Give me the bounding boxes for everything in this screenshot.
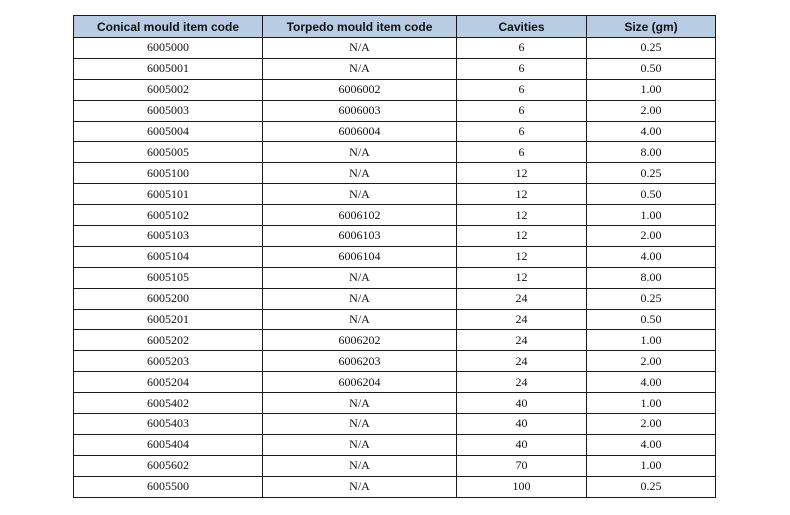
cavities-cell: 6	[457, 58, 587, 79]
size-cell: 2.00	[587, 100, 716, 121]
table-row	[74, 455, 716, 476]
conical-code-cell: 6005403	[74, 414, 263, 435]
size-cell: 4.00	[587, 434, 716, 455]
torpedo-code-cell: N/A	[263, 38, 457, 59]
conical-code-cell: 6005105	[74, 267, 263, 288]
header-cavities: Cavities	[457, 16, 587, 38]
conical-code-cell: 6005102	[74, 205, 263, 226]
torpedo-code-cell: N/A	[263, 309, 457, 330]
cavities-cell: 40	[457, 434, 587, 455]
torpedo-code-cell: N/A	[263, 163, 457, 184]
size-cell: 0.50	[587, 309, 716, 330]
conical-code-cell: 6005101	[74, 184, 263, 205]
table-row	[74, 58, 716, 79]
conical-code-cell: 6005404	[74, 434, 263, 455]
torpedo-code-cell: N/A	[263, 267, 457, 288]
cavities-cell: 6	[457, 100, 587, 121]
size-cell: 1.00	[587, 79, 716, 100]
cavities-cell: 12	[457, 163, 587, 184]
size-cell: 8.00	[587, 142, 716, 163]
conical-code-cell: 6005602	[74, 455, 263, 476]
torpedo-code-cell: 6006202	[263, 330, 457, 351]
conical-code-cell: 6005103	[74, 226, 263, 247]
cavities-cell: 70	[457, 455, 587, 476]
cavities-cell: 12	[457, 205, 587, 226]
torpedo-code-cell: 6006002	[263, 79, 457, 100]
cavities-cell: 12	[457, 184, 587, 205]
cavities-cell: 6	[457, 142, 587, 163]
table-row	[74, 309, 716, 330]
size-cell: 2.00	[587, 414, 716, 435]
torpedo-code-cell: N/A	[263, 58, 457, 79]
cavities-cell: 100	[457, 476, 587, 497]
table-row	[74, 434, 716, 455]
cavities-cell: 6	[457, 79, 587, 100]
size-cell: 4.00	[587, 372, 716, 393]
table-row	[74, 330, 716, 351]
table-row	[74, 246, 716, 267]
size-cell: 1.00	[587, 393, 716, 414]
size-cell: 0.50	[587, 58, 716, 79]
torpedo-code-cell: N/A	[263, 393, 457, 414]
table-row	[74, 100, 716, 121]
table-row	[74, 38, 716, 59]
torpedo-code-cell: 6006203	[263, 351, 457, 372]
size-cell: 4.00	[587, 121, 716, 142]
table-row	[74, 226, 716, 247]
size-cell: 1.00	[587, 455, 716, 476]
conical-code-cell: 6005200	[74, 288, 263, 309]
cavities-cell: 24	[457, 330, 587, 351]
cavities-cell: 6	[457, 38, 587, 59]
torpedo-code-cell: N/A	[263, 434, 457, 455]
torpedo-code-cell: N/A	[263, 184, 457, 205]
header-row	[74, 16, 716, 38]
header-torpedo-mould-item-code: Torpedo mould item code	[263, 16, 457, 38]
conical-code-cell: 6005204	[74, 372, 263, 393]
size-cell: 0.25	[587, 476, 716, 497]
size-cell: 0.25	[587, 38, 716, 59]
cavities-cell: 24	[457, 372, 587, 393]
cavities-cell: 12	[457, 267, 587, 288]
header-size-gm: Size (gm)	[587, 16, 716, 38]
size-cell: 4.00	[587, 246, 716, 267]
conical-code-cell: 6005003	[74, 100, 263, 121]
table-row	[74, 163, 716, 184]
torpedo-code-cell: N/A	[263, 414, 457, 435]
size-cell: 2.00	[587, 351, 716, 372]
table-body	[74, 38, 716, 498]
conical-code-cell: 6005201	[74, 309, 263, 330]
table-row	[74, 142, 716, 163]
conical-code-cell: 6005004	[74, 121, 263, 142]
header-conical-mould-item-code: Conical mould item code	[74, 16, 263, 38]
cavities-cell: 24	[457, 288, 587, 309]
conical-code-cell: 6005001	[74, 58, 263, 79]
size-cell: 0.25	[587, 288, 716, 309]
torpedo-code-cell: 6006102	[263, 205, 457, 226]
cavities-cell: 24	[457, 351, 587, 372]
cavities-cell: 24	[457, 309, 587, 330]
conical-code-cell: 6005100	[74, 163, 263, 184]
torpedo-code-cell: 6006104	[263, 246, 457, 267]
cavities-cell: 6	[457, 121, 587, 142]
cavities-cell: 12	[457, 226, 587, 247]
table-row	[74, 414, 716, 435]
size-cell: 2.00	[587, 226, 716, 247]
mould-table-container	[73, 15, 715, 498]
conical-code-cell: 6005402	[74, 393, 263, 414]
size-cell: 1.00	[587, 330, 716, 351]
conical-code-cell: 6005203	[74, 351, 263, 372]
table-header	[74, 16, 716, 38]
size-cell: 0.25	[587, 163, 716, 184]
table-row	[74, 393, 716, 414]
conical-code-cell: 6005500	[74, 476, 263, 497]
cavities-cell: 40	[457, 393, 587, 414]
size-cell: 8.00	[587, 267, 716, 288]
table-row	[74, 288, 716, 309]
cavities-cell: 12	[457, 246, 587, 267]
table-row	[74, 476, 716, 497]
torpedo-code-cell: 6006004	[263, 121, 457, 142]
torpedo-code-cell: N/A	[263, 455, 457, 476]
table-row	[74, 205, 716, 226]
torpedo-code-cell: N/A	[263, 142, 457, 163]
torpedo-code-cell: N/A	[263, 288, 457, 309]
table-row	[74, 79, 716, 100]
table-row	[74, 267, 716, 288]
conical-code-cell: 6005202	[74, 330, 263, 351]
table-row	[74, 351, 716, 372]
conical-code-cell: 6005000	[74, 38, 263, 59]
conical-code-cell: 6005005	[74, 142, 263, 163]
conical-code-cell: 6005002	[74, 79, 263, 100]
conical-code-cell: 6005104	[74, 246, 263, 267]
mould-item-table	[73, 15, 716, 498]
table-row	[74, 372, 716, 393]
table-row	[74, 121, 716, 142]
size-cell: 0.50	[587, 184, 716, 205]
cavities-cell: 40	[457, 414, 587, 435]
torpedo-code-cell: 6006103	[263, 226, 457, 247]
torpedo-code-cell: N/A	[263, 476, 457, 497]
size-cell: 1.00	[587, 205, 716, 226]
torpedo-code-cell: 6006204	[263, 372, 457, 393]
table-row	[74, 184, 716, 205]
torpedo-code-cell: 6006003	[263, 100, 457, 121]
